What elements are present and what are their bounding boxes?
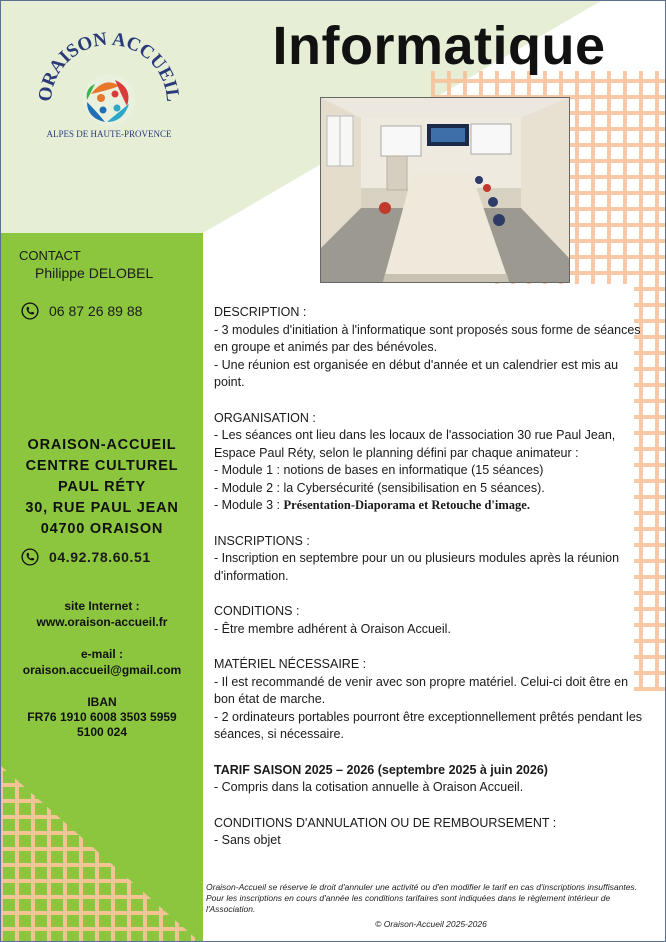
room-photo (320, 97, 570, 283)
email-link[interactable]: oraison.accueil@gmail.com (22, 663, 182, 677)
association-phone[interactable]: 04.92.78.60.51 (49, 549, 151, 565)
section-annulation (214, 815, 644, 850)
section-heading: TARIF SAISON 2025 – 2026 (septembre 2025 à juin 2026) (214, 762, 548, 777)
section-heading: ORGANISATION : (214, 410, 316, 425)
contact-name: Philippe DELOBEL (35, 265, 154, 281)
page-title: Informatique (272, 16, 606, 76)
section-organisation (214, 410, 644, 515)
logo-subtitle: ALPES DE HAUTE-PROVENCE (46, 129, 172, 139)
address-line: 30, RUE PAUL JEAN (25, 500, 179, 516)
website-label: site Internet : (64, 599, 140, 613)
section-inscriptions (214, 533, 644, 586)
section-conditions (214, 603, 644, 638)
section-line (214, 497, 644, 515)
section-heading: INSCRIPTIONS : (214, 533, 310, 548)
section-line: - Être membre adhérent à Oraison Accueil. (214, 621, 451, 636)
section-line: - Sans objet (214, 833, 281, 847)
section-line: - Il est recommandé de venir avec son propre matériel. Celui-ci doit être en bon état de marche. (214, 674, 629, 706)
address-line: PAUL RÉTY (57, 479, 147, 495)
iban-line: 5100 024 (76, 725, 128, 739)
address-line: 04700 ORAISON (40, 521, 164, 537)
module3-text: Présentation-Diaporama et Retouche d'image. (283, 498, 530, 512)
section-line: - Module 1 : notions de bases en informatique (15 séances) (214, 463, 544, 477)
phone-icon (21, 548, 39, 566)
section-heading: MATÉRIEL NÉCESSAIRE : (214, 657, 367, 671)
section-line: - 2 ordinateurs portables pourront être exceptionnellement prêtés pendant les séances, si nécessaire. (214, 709, 643, 741)
phone-icon (21, 302, 39, 320)
iban-label: IBAN (87, 695, 117, 709)
section-tarif (214, 762, 644, 797)
contact-phone[interactable]: 06 87 26 89 88 (49, 303, 143, 319)
association-phone-row (21, 548, 151, 566)
contact-phone-row (21, 302, 142, 320)
module3-prefix: - Module 3 : (214, 498, 284, 512)
section-description (214, 304, 644, 392)
section-heading: DESCRIPTION : (214, 305, 307, 319)
section-line: - Une réunion est organisée en début d'année et un calendrier est mis au point. (214, 357, 619, 389)
section-materiel (214, 656, 644, 744)
section-heading: CONDITIONS D'ANNULATION OU DE REMBOURSEMENT : (214, 815, 557, 830)
email-label: e-mail : (80, 647, 123, 661)
section-line: - Compris dans la cotisation annuelle à Oraison Accueil. (214, 780, 524, 794)
main-content (214, 304, 644, 868)
association-address (1, 435, 203, 540)
section-line: - Les séances ont lieu dans les locaux de l'association 30 rue Paul Jean, Espace Paul Réty, selon le planning défini par chaque animateur : (214, 428, 616, 460)
iban-line: FR76 1910 6008 3503 5959 (27, 710, 177, 724)
logo (29, 25, 189, 145)
address-line: ORAISON-ACCUEIL (27, 437, 177, 453)
section-line: - Inscription en septembre pour un ou plusieurs modules après la réunion d'information. (214, 551, 620, 583)
section-heading: CONDITIONS : (214, 604, 300, 618)
address-line: CENTRE CULTUREL (25, 458, 179, 474)
iban-value (1, 710, 203, 740)
logo-arc-text: ORAISON ACCUEIL (34, 28, 184, 103)
copyright: © Oraison-Accueil 2025-2026 (375, 919, 487, 929)
website-link[interactable]: www.oraison-accueil.fr (36, 615, 168, 629)
contact-label: CONTACT (19, 248, 81, 263)
section-line: - 3 modules d'initiation à l'informatique sont proposés sous forme de séances en groupe et animés par des bénévoles. (214, 322, 641, 354)
section-line: - Module 2 : la Cybersécurité (sensibilisation en 5 séances). (214, 480, 545, 495)
footer-disclaimer: Oraison-Accueil se réserve le droit d'annuler une activité ou d'en modifier le tarif en cas d'inscriptions insuffisantes. Pour les inscriptions en cours d'année les conditions tarifaires sont indiquées dans le règlement intérieur de l'Association. (206, 882, 638, 914)
logo-emblem (83, 74, 135, 126)
